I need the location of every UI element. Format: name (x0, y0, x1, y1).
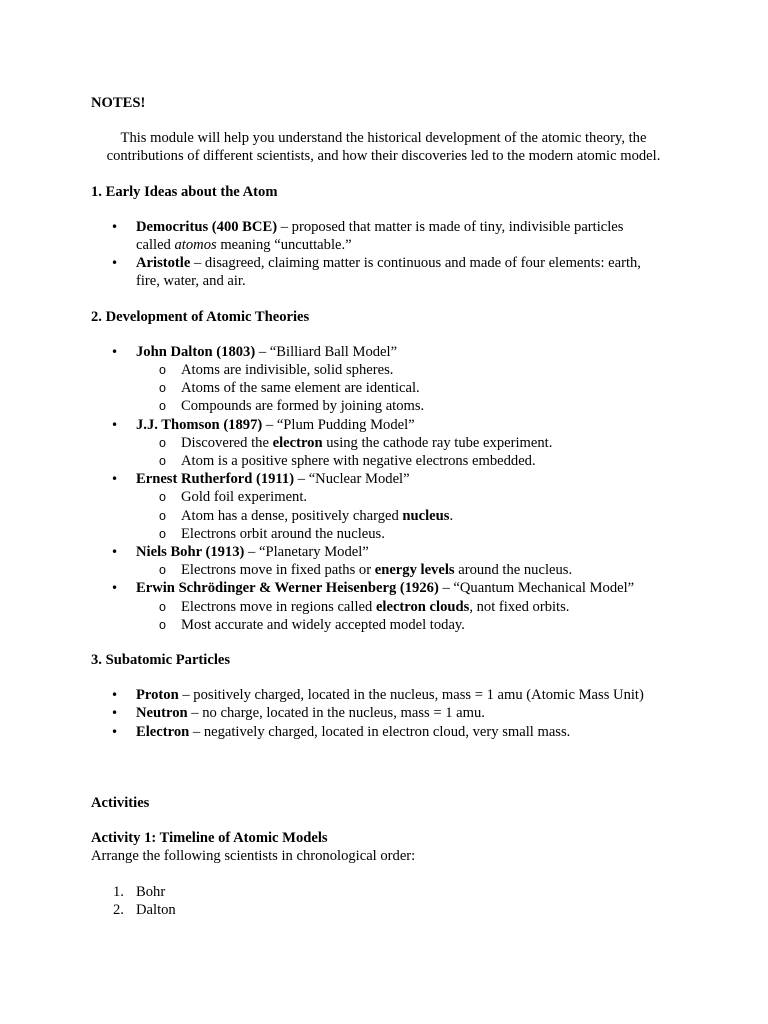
sub-marker: o (159, 435, 166, 450)
item-number: 1. (113, 883, 124, 900)
intro-line-1: This module will help you understand the historical development of the atomic theory, the (120, 130, 647, 147)
sub-item (136, 507, 681, 525)
description-text: – no charge, located in the nucleus, mass = 1 amu. (187, 705, 485, 722)
particle-name: Neutron (136, 705, 188, 722)
sub-item-text: Compounds are formed by joining atoms. (181, 398, 425, 415)
section-3-heading: 3. Subatomic Particles (91, 652, 231, 669)
scientist-name: Aristotle (136, 255, 191, 272)
sub-item-text: . (449, 507, 454, 524)
bullet-marker: • (111, 724, 119, 739)
sub-item (136, 379, 681, 397)
list-item-dalton (91, 343, 681, 416)
sub-item (136, 616, 681, 634)
sub-item (136, 452, 681, 470)
item-number: 2. (113, 901, 124, 918)
scientist-name: J.J. Thomson (1897) (136, 416, 263, 433)
sub-item (136, 361, 681, 379)
term-atomos: atomos (174, 237, 217, 254)
list-item-bohr (91, 543, 681, 579)
activity-1-list (91, 883, 681, 919)
list-item-proton (91, 686, 681, 704)
model-name: – “Nuclear Model” (294, 471, 410, 488)
bullet-marker: • (111, 706, 119, 721)
section-1-heading: 1. Early Ideas about the Atom (91, 183, 278, 200)
scientist-name: Erwin Schrödinger & Werner Heisenberg (1926) (136, 580, 439, 597)
description-text: fire, water, and air. (136, 273, 246, 290)
numbered-item (91, 883, 681, 901)
bullet-marker: • (111, 688, 119, 703)
model-name: – “Quantum Mechanical Model” (438, 580, 635, 597)
sub-item-text: around the nucleus. (454, 562, 573, 579)
numbered-item (91, 901, 681, 919)
description-text: called (136, 237, 175, 254)
bullet-marker: • (111, 344, 119, 359)
sub-marker: o (159, 381, 166, 396)
section-1-list (91, 218, 681, 291)
description-text: – disagreed, claiming matter is continuous and made of four elements: earth, (190, 255, 641, 272)
section-3-list (91, 686, 681, 741)
sub-marker: o (159, 454, 166, 469)
activities-heading: Activities (91, 794, 150, 811)
sub-item-text: Atoms of the same element are identical. (181, 380, 420, 397)
model-name: – “Planetary Model” (244, 544, 369, 561)
description-text: – proposed that matter is made of tiny, indivisible particles (277, 218, 624, 235)
sub-item (136, 434, 681, 452)
activity-1-instruction: Arrange the following scientists in chronological order: (91, 848, 416, 865)
sub-item-text: Atoms are indivisible, solid spheres. (181, 362, 394, 379)
term-electron: electron (272, 434, 323, 451)
sub-item (136, 488, 681, 506)
sub-item-text: Electrons move in regions called (181, 598, 376, 615)
sub-item (136, 598, 681, 616)
list-item-aristotle (91, 254, 681, 290)
scientist-name: Democritus (400 BCE) (136, 218, 278, 235)
list-item-democritus (91, 218, 681, 254)
description-text: – positively charged, located in the nucleus, mass = 1 amu (Atomic Mass Unit) (178, 687, 644, 704)
bullet-marker: • (111, 417, 119, 432)
list-item-electron (91, 723, 681, 741)
sub-item-text: Most accurate and widely accepted model today. (181, 616, 465, 633)
item-text: Dalton (136, 901, 176, 918)
sub-item (136, 397, 681, 415)
bullet-marker: • (111, 581, 119, 596)
section-2-heading: 2. Development of Atomic Theories (91, 308, 310, 325)
particle-name: Electron (136, 723, 190, 740)
item-text: Bohr (136, 883, 166, 900)
term-energy-levels: energy levels (374, 562, 455, 579)
list-item-thomson (91, 416, 681, 471)
sub-item-text: Gold foil experiment. (181, 489, 308, 506)
description-text: meaning “uncuttable.” (216, 237, 352, 254)
sub-item-text: Atom is a positive sphere with negative electrons embedded. (181, 453, 536, 470)
scientist-name: John Dalton (1803) (136, 343, 256, 360)
bullet-marker: • (111, 219, 119, 234)
sub-marker: o (159, 399, 166, 414)
sub-item-text: Discovered the (181, 434, 273, 451)
sub-item-text: Electrons orbit around the nucleus. (181, 525, 385, 542)
scientist-name: Niels Bohr (1913) (136, 544, 245, 561)
sub-marker: o (159, 526, 166, 541)
intro-line-2: contributions of different scientists, and how their discoveries led to the modern atomic model. (106, 148, 661, 165)
sub-marker: o (159, 617, 166, 632)
model-name: – “Plum Pudding Model” (262, 416, 415, 433)
notes-title: NOTES! (91, 95, 146, 111)
sub-list (136, 361, 681, 416)
sub-item-text: Electrons move in fixed paths or (181, 562, 375, 579)
sub-list (136, 598, 681, 634)
sub-list (136, 434, 681, 470)
sub-marker: o (159, 490, 166, 505)
sub-list (136, 488, 681, 543)
intro-paragraph (91, 129, 676, 165)
document-page (91, 94, 681, 919)
term-nucleus: nucleus (402, 507, 450, 524)
sub-item-text: using the cathode ray tube experiment. (322, 434, 553, 451)
sub-item-text: Atom has a dense, positively charged (181, 507, 403, 524)
sub-list (136, 561, 681, 579)
list-item-schrodinger-heisenberg (91, 579, 681, 634)
bullet-marker: • (111, 472, 119, 487)
list-item-rutherford (91, 470, 681, 543)
sub-item (136, 561, 681, 579)
model-name: – “Billiard Ball Model” (255, 343, 398, 360)
section-2-list (91, 343, 681, 634)
scientist-name: Ernest Rutherford (1911) (136, 471, 295, 488)
activity-1-title: Activity 1: Timeline of Atomic Models (91, 830, 328, 847)
sub-marker: o (159, 599, 166, 614)
sub-item-text: , not fixed orbits. (469, 598, 570, 615)
list-item-neutron (91, 704, 681, 722)
sub-marker: o (159, 563, 166, 578)
particle-name: Proton (136, 687, 179, 704)
bullet-marker: • (111, 256, 119, 271)
term-electron-clouds: electron clouds (375, 598, 470, 615)
sub-marker: o (159, 363, 166, 378)
description-text: – negatively charged, located in electron cloud, very small mass. (189, 723, 571, 740)
bullet-marker: • (111, 545, 119, 560)
sub-marker: o (159, 508, 166, 523)
sub-item (136, 525, 681, 543)
